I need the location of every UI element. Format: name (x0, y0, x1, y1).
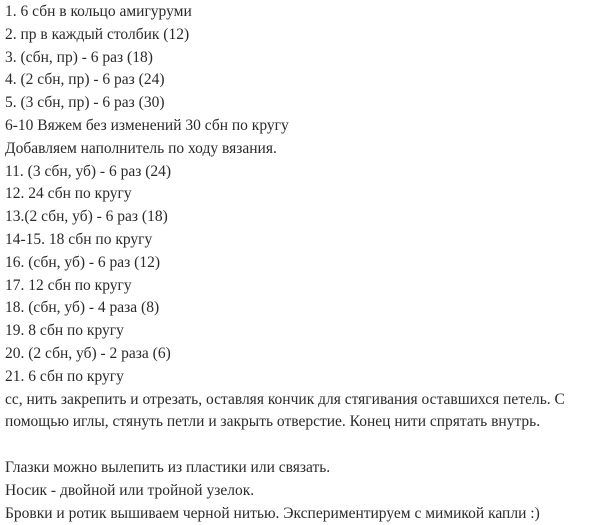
pattern-row-6-10: 6-10 Вяжем без изменений 30 сбн по кругу (5, 116, 289, 134)
paragraph-spacer (5, 434, 599, 457)
pattern-row-16: 16. (сбн, уб) - 6 раз (12) (5, 253, 160, 271)
pattern-row-12: 12. 24 сбн по кругу (5, 185, 132, 203)
pattern-row-13: 13.(2 сбн, уб) - 6 раз (18) (5, 208, 168, 226)
pattern-row-3: 3. (сбн, пр) - 6 раз (18) (5, 48, 153, 66)
pattern-document (5, 1, 599, 525)
pattern-row-17: 17. 12 сбн по кругу (5, 276, 132, 294)
brows-mouth-note: Бровки и ротик вышиваем черной нитью. Экспериментируем с мимикой капли :) (5, 504, 540, 522)
pattern-row-19: 19. 8 сбн по кругу (5, 322, 124, 340)
finish-instructions-line-1: сс, нить закрепить и отрезать, оставляя кончик для стягивания оставшихся петель. С (5, 390, 565, 408)
pattern-row-4: 4. (2 сбн, пр) - 6 раз (24) (5, 71, 165, 89)
pattern-row-20: 20. (2 сбн, уб) - 2 раза (6) (5, 344, 171, 362)
pattern-row-11: 11. (3 сбн, уб) - 6 раз (24) (5, 162, 172, 180)
pattern-row-14-15: 14-15. 18 сбн по кругу (5, 230, 153, 248)
finish-instructions-line-2: помощью иглы, стянуть петли и закрыть отверстие. Конец нити спрятать внутрь. (5, 413, 541, 431)
pattern-row-2: 2. пр в каждый столбик (12) (5, 25, 190, 43)
pattern-row-1: 1. 6 сбн в кольцо амигуруми (5, 3, 192, 20)
eyes-note: Глазки можно вылепить из пластики или связать. (5, 458, 331, 476)
pattern-row-5: 5. (3 сбн, пр) - 6 раз (30) (5, 94, 165, 112)
stuffing-note: Добавляем наполнитель по ходу вязания. (5, 139, 277, 157)
pattern-row-21: 21. 6 сбн по кругу (5, 367, 124, 385)
pattern-row-18: 18. (сбн, уб) - 4 раза (8) (5, 299, 160, 317)
nose-note: Носик - двойной или тройной узелок. (5, 481, 255, 499)
